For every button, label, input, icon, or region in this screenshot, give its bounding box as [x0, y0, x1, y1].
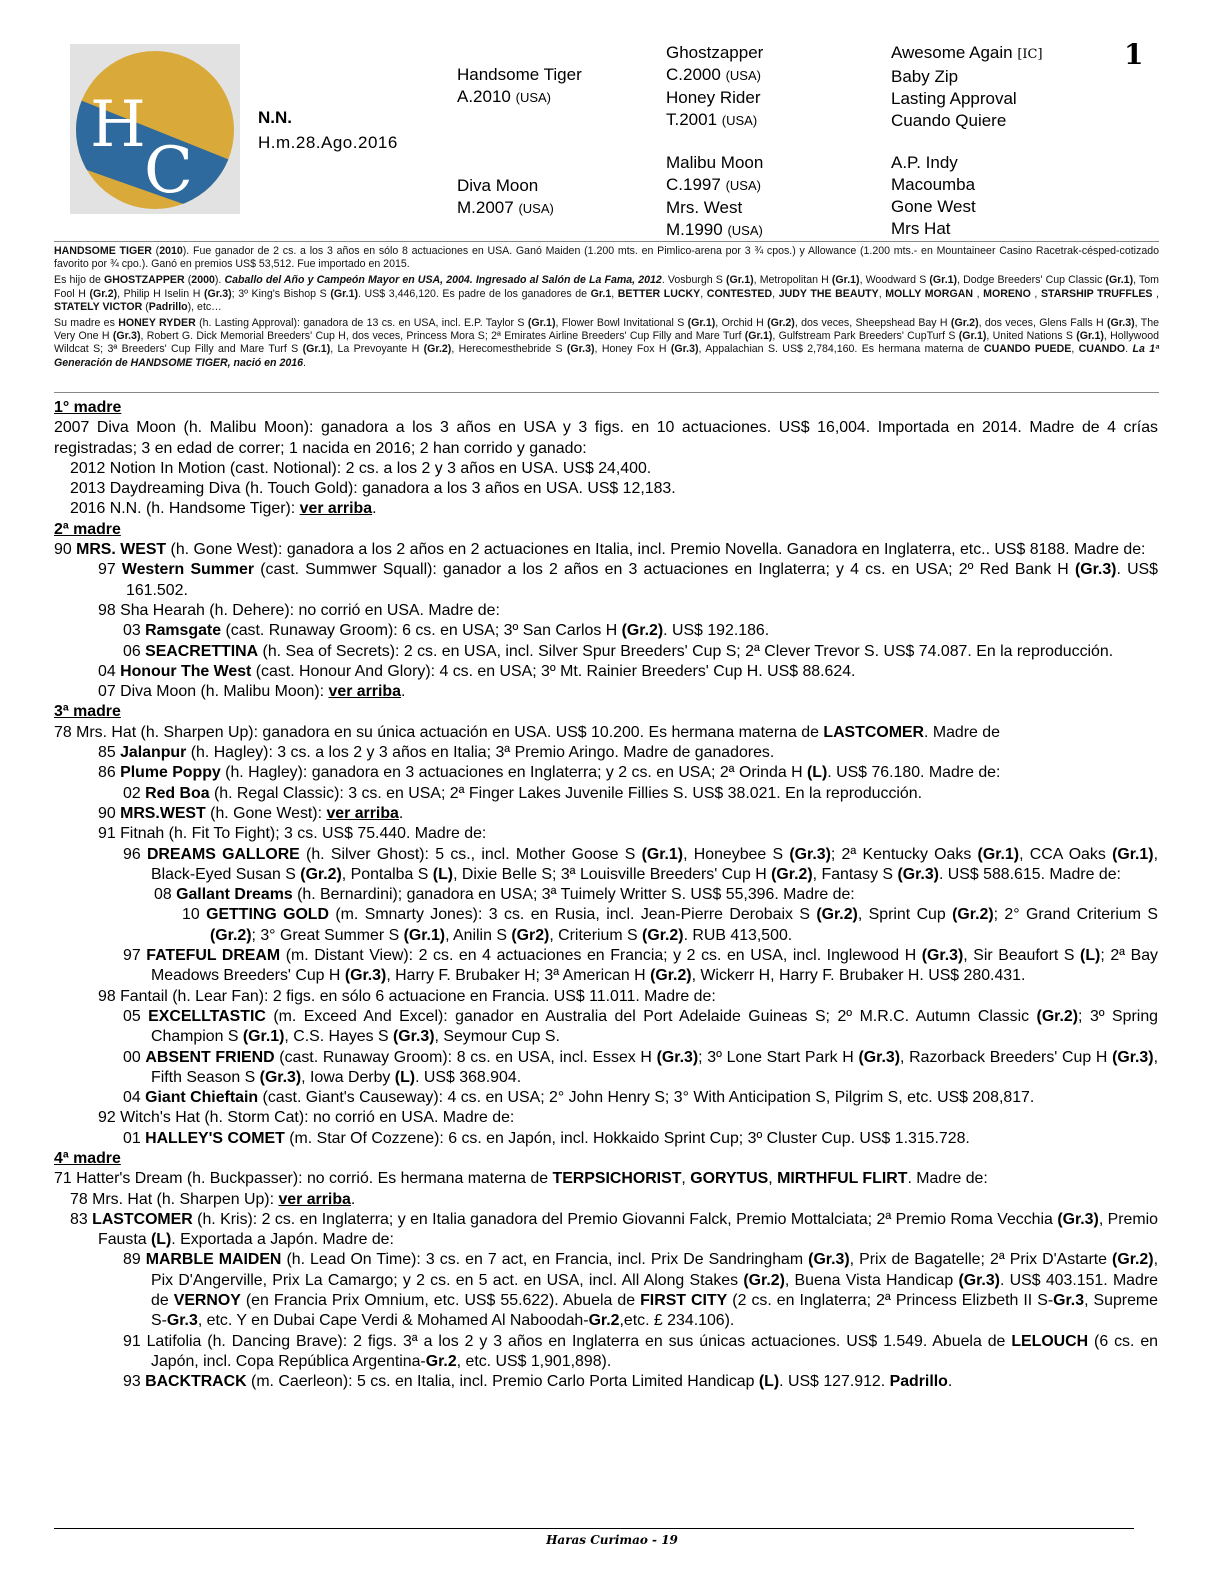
sss-name: Awesome Again [IC] [891, 43, 1043, 62]
footer-divider [54, 1528, 1134, 1529]
entry: 86 Plume Poppy (h. Hagley): ganadora en 3 actuaciones en Inglaterra; y 2 cs. en USA; 2ª Orinda H (L). US$ 76.180. Madre de: [98, 764, 1001, 782]
entry: 98 Sha Hearah (h. Dehere): no corrió en USA. Madre de: [98, 601, 500, 619]
section-4-madre: 4ª madre [54, 1149, 121, 1167]
horse-name: N.N. [258, 108, 292, 127]
entry: 91 Fitnah (h. Fit To Fight); 3 cs. US$ 75.440. Madre de: [98, 825, 487, 843]
pedigree-dam [457, 175, 554, 220]
entry: 97 Western Summer (cast. Summwer Squall): ganador a los 2 años en 3 actuaciones en Inglaterra; y 4 cs. en USA; 2º Red Bank H (Gr.3). US$ 161.502. [98, 561, 1158, 599]
entry: 10 GETTING GOLD (m. Smnarty Jones): 3 cs. en Rusia, incl. Jean-Pierre Derobaix S (Gr.2), Sprint Cup (Gr.2); 2° Grand Criterium S (Gr.2); 3° Great Summer S (Gr.1), Anilin S (Gr2), Criterium S (Gr.2). RUB 413,500. [182, 906, 1158, 944]
dd-name: Mrs. West [666, 198, 743, 217]
haras-logo [70, 44, 240, 214]
dss-name: A.P. Indy [891, 153, 958, 172]
entry: 2013 Daydreaming Diva (h. Touch Gold): ganadora a los 3 años en USA. US$ 12,183. [70, 480, 676, 498]
note-handsome-tiger: HANDSOME TIGER (2010). Fue ganador de 2 cs. a los 3 años en sólo 8 actuaciones en USA. Ganó Maiden (1.200 mts. en Pimlico-arena por 3 ¾ cpos.) y Allowance (1.200 mts.- en Mountaineer Casino Racetrak-césped-cotizado favorito por ¾ cpo.). Ganó en premios US$ 53,512. Fue importado en 2015. [54, 245, 1159, 271]
entry: 04 Giant Chieftain (cast. Giant's Causeway): 4 cs. en USA; 2° John Henry S; 3° With Anticipation S, Pilgrim S, etc. US$ 208,817. [123, 1089, 1035, 1107]
entry: 98 Fantail (h. Lear Fan): 2 figs. en sólo 6 actuacione en Francia. US$ 11.011. Madre de: [98, 987, 716, 1005]
entry: 78 Mrs. Hat (h. Sharpen Up): ver arriba. [70, 1190, 356, 1208]
entry: 07 Diva Moon (h. Malibu Moon): ver arriba. [98, 683, 406, 701]
entry: 2016 N.N. (h. Handsome Tiger): ver arriba. [70, 500, 377, 518]
entry: 92 Witch's Hat (h. Storm Cat): no corrió en USA. Madre de: [98, 1109, 515, 1127]
page-footer: Haras Curimao - 19 [546, 1533, 678, 1547]
entry: 08 Gallant Dreams (h. Bernardini); ganadora en USA; 3ª Tuimely Writter S. US$ 55,396. Madre de: [154, 886, 855, 904]
entry: 96 DREAMS GALLORE (h. Silver Ghost): 5 cs., incl. Mother Goose S (Gr.1), Honeybee S (Gr.3); 2ª Kentucky Oaks (Gr.1), CCA Oaks (Gr.1), Black-Eyed Susan S (Gr.2), Pontalba S (L), Dixie Belle S; 3ª Louisville Breeders' Cup H (Gr.2), Fantasy S (Gr.3). US$ 588.615. Madre de: [123, 845, 1158, 883]
entry: 2007 Diva Moon (h. Malibu Moon): ganadora a los 3 años en USA y 3 figs. en 10 actuaciones. US$ 16,004. Importada en 2014. Madre de 4 crías registradas; 3 en edad de correr; 1 nacida en 2016; 2 han corrido y ganado: [54, 419, 1158, 457]
ds-name: Malibu Moon [666, 153, 764, 172]
header-divider [54, 241, 1159, 242]
note-honey-ryder: Su madre es HONEY RYDER (h. Lasting Approval): ganadora de 13 cs. en USA, incl. E.P. Taylor S (Gr.1), Flower Bowl Invitational S (Gr.1), Orchid H (Gr.2), dos veces, Sheepshead Bay H (Gr.2), dos veces, Glens Falls H (Gr.3), The Very One H (Gr.3), Robert G. Dick Memorial Breeders' Cup H, dos veces, Princess Mora S; 2ª Emirates Airline Breeders' Cup Filly and Mare Turf (Gr.1), Gulfstream Park Breeders' CupTurf S (Gr.1), United Nations S (Gr.1), Hollywood Wildcat S; 3ª Breeders' Cup Filly and Mare Turf S (Gr.1), La Prevoyante H (Gr.2), Herecomesthebride S (Gr.3), Honey Fox H (Gr.3), Appalachian S. US$ 2,784,160. Es hermana materna de CUANDO PUEDE, CUANDO. La 1ª Generación de HANDSOME TIGER, nació en 2016. [54, 317, 1160, 369]
hc-logo-mark [70, 44, 240, 214]
pedigree-third-gen-top [891, 42, 1043, 132]
sd-name: Honey Rider [666, 88, 761, 107]
entry: 05 EXCELLTASTIC (m. Exceed And Excel): ganador en Australia del Port Adelaide Guineas S; 2º M.R.C. Autumn Classic (Gr.2); 3º Spring Champion S (Gr.1), C.S. Hayes S (Gr.3), Seymour Cup S. [123, 1007, 1158, 1046]
ss-year: C.2000 (USA) [666, 65, 761, 84]
sds-name: Lasting Approval [891, 89, 1017, 108]
section-2-madre: 2ª madre [54, 520, 121, 538]
ssd-name: Baby Zip [891, 67, 959, 86]
entry: 06 SEACRETTINA (h. Sea of Secrets): 2 cs. en USA, incl. Silver Spur Breeders' Cup S; 2ª Clever Trevor S. US$ 74.087. En la reproducción. [123, 642, 1114, 660]
dsd-name: Macoumba [891, 175, 976, 194]
entry: 89 MARBLE MAIDEN (h. Lead On Time): 3 cs. en 7 act, en Francia, incl. Prix De Sandringham (Gr.3), Prix de Bagatelle; 2ª Prix D'Astarte (Gr.2), Pix D'Angerville, Prix La Camargo; y 2 cs. en 5 act. en USA, incl. All Along Stakes (Gr.2), Buena Vista Handicap (Gr.3). US$ 403.151. Madre de VERNOY (en Francia Prix Omnium, etc. US$ 55.622). Abuela de FIRST CITY (2 cs. en Inglaterra; 2ª Princess Elizbeth II S-Gr.3, Supreme S-Gr.3, etc. Y en Dubai Cape Verdi & Mohamed Al Naboodah-Gr.2,etc. £ 234.106). [123, 1251, 1158, 1330]
ds-year: C.1997 (USA) [666, 175, 761, 194]
logo-letter-h: H [90, 88, 146, 162]
entry: 85 Jalanpur (h. Hagley): 3 cs. a los 2 y 3 años en Italia; 3ª Premio Aringo. Madre de ganadores. [98, 744, 775, 762]
entry: 90 MRS. WEST (h. Gone West): ganadora a los 2 años en 2 actuaciones en Italia, incl. Premio Novella. Ganadora en Inglaterra, etc.. US$ 8188. Madre de: [54, 541, 1146, 559]
dam-name: Diva Moon [457, 176, 539, 195]
lot-number: 1 [1124, 38, 1144, 71]
entry: 71 Hatter's Dream (h. Buckpasser): no corrió. Es hermana materna de TERPSICHORIST, GORYTUS, MIRTHFUL FLIRT. Madre de: [54, 1170, 988, 1188]
entry: 01 HALLEY'S COMET (m. Star Of Cozzene): 6 cs. en Japón, incl. Hokkaido Sprint Cup; 3º Cluster Cup. US$ 1.315.728. [123, 1129, 970, 1147]
dd-year: M.1990 (USA) [666, 220, 763, 239]
entry: 04 Honour The West (cast. Honour And Glory): 4 cs. en USA; 3º Mt. Rainier Breeders' Cup H. US$ 88.624. [98, 662, 856, 680]
dam-year: M.2007 (USA) [457, 198, 554, 217]
horse-info: H.m.28.Ago.2016 [258, 133, 398, 152]
dds-name: Gone West [891, 197, 976, 216]
entry: 02 Red Boa (h. Regal Classic): 3 cs. en USA; 2ª Finger Lakes Juvenile Fillies S. US$ 38.021. En la reproducción. [123, 784, 923, 802]
entry: 83 LASTCOMER (h. Kris): 2 cs. en Inglaterra; y en Italia ganadora del Premio Giovanni Falck, Premio Mottalciata; 2ª Premio Roma Vecchia (Gr.3), Premio Fausta (L). Exportada a Japón. Madre de: [70, 1210, 1159, 1249]
sire-name: Handsome Tiger [457, 65, 582, 84]
ss-name: Ghostzapper [666, 43, 764, 62]
entry: 93 BACKTRACK (m. Caerleon): 5 cs. en Italia, incl. Premio Carlo Porta Limited Handicap (L). US$ 127.912. Padrillo. [123, 1373, 953, 1391]
ddd-name: Mrs Hat [891, 219, 951, 238]
pedigree-sire-line [666, 42, 763, 132]
entry: 03 Ramsgate (cast. Runaway Groom): 6 cs. en USA; 3º San Carlos H (Gr.2). US$ 192.186. [123, 622, 770, 640]
section-1-madre: 1° madre [54, 399, 122, 416]
entry: 91 Latifolia (h. Dancing Brave): 2 figs. 3ª a los 2 y 3 años en Inglaterra en sus únicas actuaciones. US$ 1.549. Abuela de LELOUCH (6 cs. en Japón, incl. Copa República Argentina-Gr.2, etc. US$ 1,901,898). [123, 1332, 1159, 1370]
section-3-madre: 3ª madre [54, 703, 121, 721]
pedigree-dam-line [666, 152, 763, 242]
logo-letter-c: C [144, 134, 193, 208]
note-ghostzapper: Es hijo de GHOSTZAPPER (2000). Caballo del Año y Campeón Mayor en USA, 2004. Ingresado al Salón de La Fama, 2012. Vosburgh S (Gr.1), Metropolitan H (Gr.1), Woodward S (Gr.1), Dodge Breeders' Cup Classic (Gr.1), Tom Fool H (Gr.2), Philip H Iselin H (Gr.3); 3º King's Bishop S (Gr.1). US$ 3,446,120. Es padre de los ganadores de Gr.1, BETTER LUCKY, CONTESTED, JUDY THE BEAUTY, MOLLY MORGAN , MORENO , STARSHIP TRUFFLES , STATELY VICTOR (Padrillo), etc… [54, 274, 1159, 313]
notes-divider [54, 392, 1159, 393]
entry: 78 Mrs. Hat (h. Sharpen Up): ganadora en su única actuación en USA. US$ 10.200. Es hermana materna de LASTCOMER. Madre de [54, 723, 1000, 741]
sdd-name: Cuando Quiere [891, 111, 1007, 130]
pedigree-sire [457, 64, 582, 109]
sire-notes [54, 245, 1159, 373]
family-record [54, 398, 1158, 1393]
entry: 90 MRS.WEST (h. Gone West): ver arriba. [98, 804, 404, 822]
sire-year: A.2010 (USA) [457, 87, 552, 106]
entry: 00 ABSENT FRIEND (cast. Runaway Groom): 8 cs. en USA, incl. Essex H (Gr.3); 3º Lone Start Park H (Gr.3), Razorback Breeders' Cup H (Gr.3), Fifth Season S (Gr.3), Iowa Derby (L). US$ 368.904. [123, 1048, 1158, 1086]
pedigree-third-gen-bottom [891, 152, 976, 240]
entry: 2012 Notion In Motion (cast. Notional): 2 cs. a los 2 y 3 años en USA. US$ 24,400. [70, 459, 652, 477]
entry: 97 FATEFUL DREAM (m. Distant View): 2 cs. en 4 actuaciones en Francia; y 2 cs. en USA, incl. Inglewood H (Gr.3), Sir Beaufort S (L); 2ª Bay Meadows Breeders' Cup H (Gr.3), Harry F. Brubaker H; 3ª American H (Gr.2), Wickerr H, Harry F. Brubaker H. US$ 280.431. [123, 947, 1158, 985]
sd-year: T.2001 (USA) [666, 110, 758, 129]
